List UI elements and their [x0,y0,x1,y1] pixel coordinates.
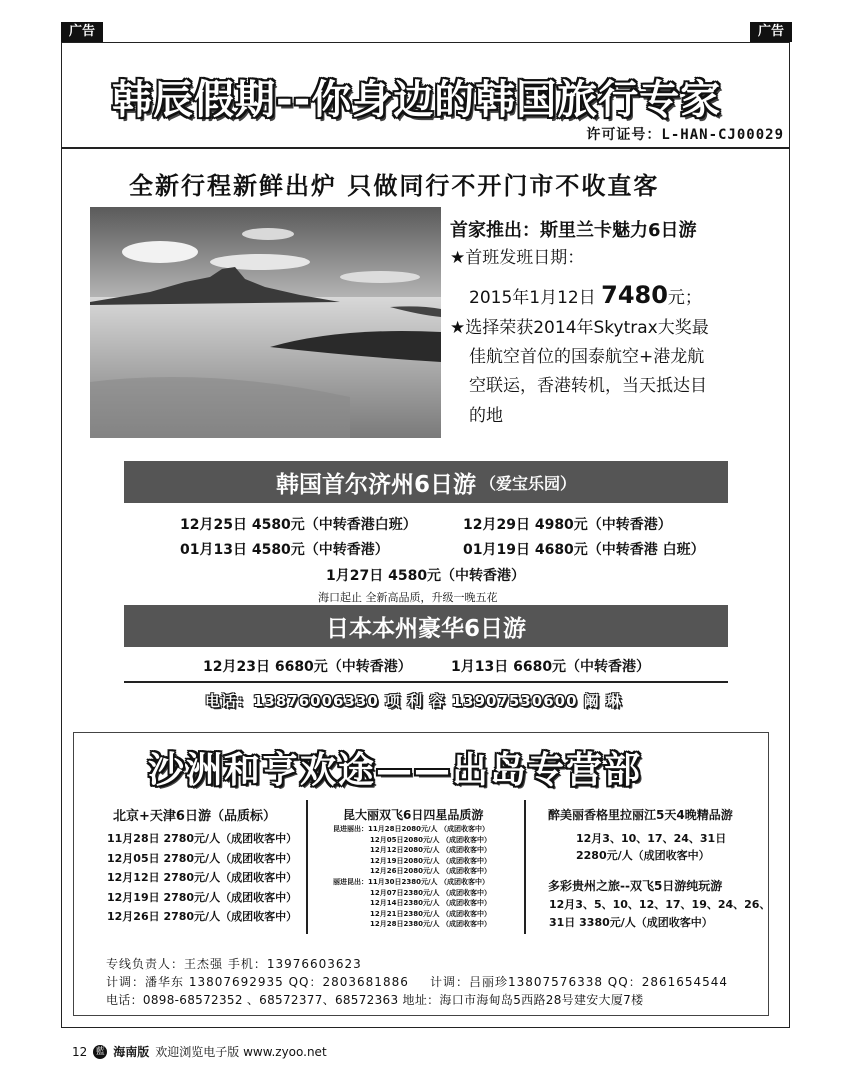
korea-departure: 1月27日 4580元（中转香港） [326,568,526,584]
planner-contact-2: 计调：吕丽珍13807576338 QQ：2861654544 [430,975,729,989]
list-item: 11月28日 2780元/人（成团收客中） [107,832,298,845]
landscape-photo [90,207,441,438]
manager-contact: 专线负责人：王杰强 手机：13976603623 [106,957,362,971]
promo-desc-4: 的地 [469,406,503,426]
promo-price: 7480 [601,281,668,309]
promo-desc-3: 空联运，香港转机，当天抵达目 [469,376,707,396]
phone-contacts: 电话：13876006330 项 利 容 13907530600 阚 琳 [205,692,622,710]
list-item: 12月14日2380元/人 （成团收客中） [370,899,491,908]
edition-label: 海南版 [113,1045,150,1059]
list-item: 12月28日2380元/人 （成团收客中） [370,920,491,929]
slogan: 全新行程新鲜出炉 只做同行不开门市不收直客 [129,172,660,200]
list-item: 12月26日2080元/人 （成团收客中） [370,867,491,876]
shangrila-dates: 12月3、10、17、24、31日 [576,832,727,845]
footer-website: 欢迎浏览电子版 www.zyoo.net [155,1045,327,1059]
beijing-tour-list [107,829,297,927]
column-divider [524,800,526,934]
korea-departure: 01月19日 4680元（中转香港 白班） [463,542,705,558]
list-item: 12月12日2080元/人 （成团收客中） [370,846,491,855]
license-number: 许可证号：L-HAN-CJ00029 [586,127,784,143]
japan-departure: 1月13日 6680元（中转香港） [451,659,651,675]
list-item: 12月12日 2780元/人（成团收客中） [107,871,298,884]
publication-logo-icon: 藍 [93,1045,107,1059]
shangrila-tour-title: 醉美丽香格里拉丽江5天4晚精品游 [548,808,733,822]
korea-tour-title: 韩国首尔济州6日游 [275,471,476,498]
ad-tag-left: 广告 [61,22,103,42]
korea-departure: 12月25日 4580元（中转香港白班） [180,517,417,533]
promo-title: 首家推出：斯里兰卡魅力6日游 [450,220,697,241]
japan-tour-banner [124,605,728,647]
office-phone-address: 电话：0898-68572352 、68572377、68572363 地址：海口市海甸岛5西路28号建安大厦7楼 [106,993,644,1007]
shangrila-price: 2280元/人（成团收客中） [576,849,710,862]
list-item: 丽进昆出：11月30日2380元/人 （成团收客中） [333,877,489,886]
promo-currency: 元； [667,288,702,308]
guizhou-dates: 12月3、5、10、12、17、19、24、26、 [549,898,771,911]
promo-first-departure: ★首班发班日期： [450,248,585,268]
beijing-tour-title: 北京+天津6日游（品质标） [113,809,276,824]
korea-tour-subtitle: （爱宝乐园） [480,473,577,493]
column-divider [306,800,308,934]
promo-date-price [469,280,702,314]
kunming-tour-list-a [333,824,491,930]
list-item: 12月19日2080元/人 （成团收客中） [370,856,491,865]
promo-desc-1: ★选择荣获2014年Skytrax大奖最 [450,318,709,338]
list-item: 12月05日2080元/人 （成团收客中） [370,835,491,844]
header-title: 韩辰假期--你身边的韩国旅行专家 [112,77,722,123]
korea-departure: 01月13日 4580元（中转香港） [180,542,389,558]
header-divider [61,147,790,149]
section-divider [124,681,728,683]
list-item: 12月07日2380元/人 （成团收客中） [370,888,491,897]
korea-tour-banner [124,461,728,503]
kunming-tour-title: 昆大丽双飞6日四星品质游 [343,808,484,822]
list-item: 12月21日2380元/人 （成团收客中） [370,909,491,918]
page-number: 12 [72,1044,88,1059]
list-item: 昆进丽出：11月28日2080元/人 （成团收客中） [333,825,489,833]
korea-departure: 12月29日 4980元（中转香港） [463,517,672,533]
guizhou-tour-title: 多彩贵州之旅--双飞5日游纯玩游 [548,879,723,893]
list-item: 12月05日 2780元/人（成团收客中） [107,851,298,865]
shazhou-title: 沙洲和亨欢途——出岛专营部 [148,750,643,791]
promo-date: 2015年1月12日 [469,288,602,308]
promo-desc-2: 佳航空首位的国泰航空+港龙航 [469,347,705,367]
list-item: 12月26日 2780元/人（成团收客中） [107,910,298,923]
page-footer [72,1043,327,1060]
planner-contact-1: 计调：潘华东 13807692935 QQ：2803681886 [106,975,409,989]
japan-departure: 12月23日 6680元（中转香港） [203,659,412,675]
ad-tag-right: 广告 [750,22,792,42]
list-item: 12月19日 2780元/人（成团收客中） [107,890,298,904]
guizhou-price: 31日 3380元/人（成团收客中） [549,916,713,929]
japan-tour-title: 日本本州豪华6日游 [325,615,526,642]
korea-note: 海口起止 全新高品质，升级一晚五花 [318,591,498,604]
